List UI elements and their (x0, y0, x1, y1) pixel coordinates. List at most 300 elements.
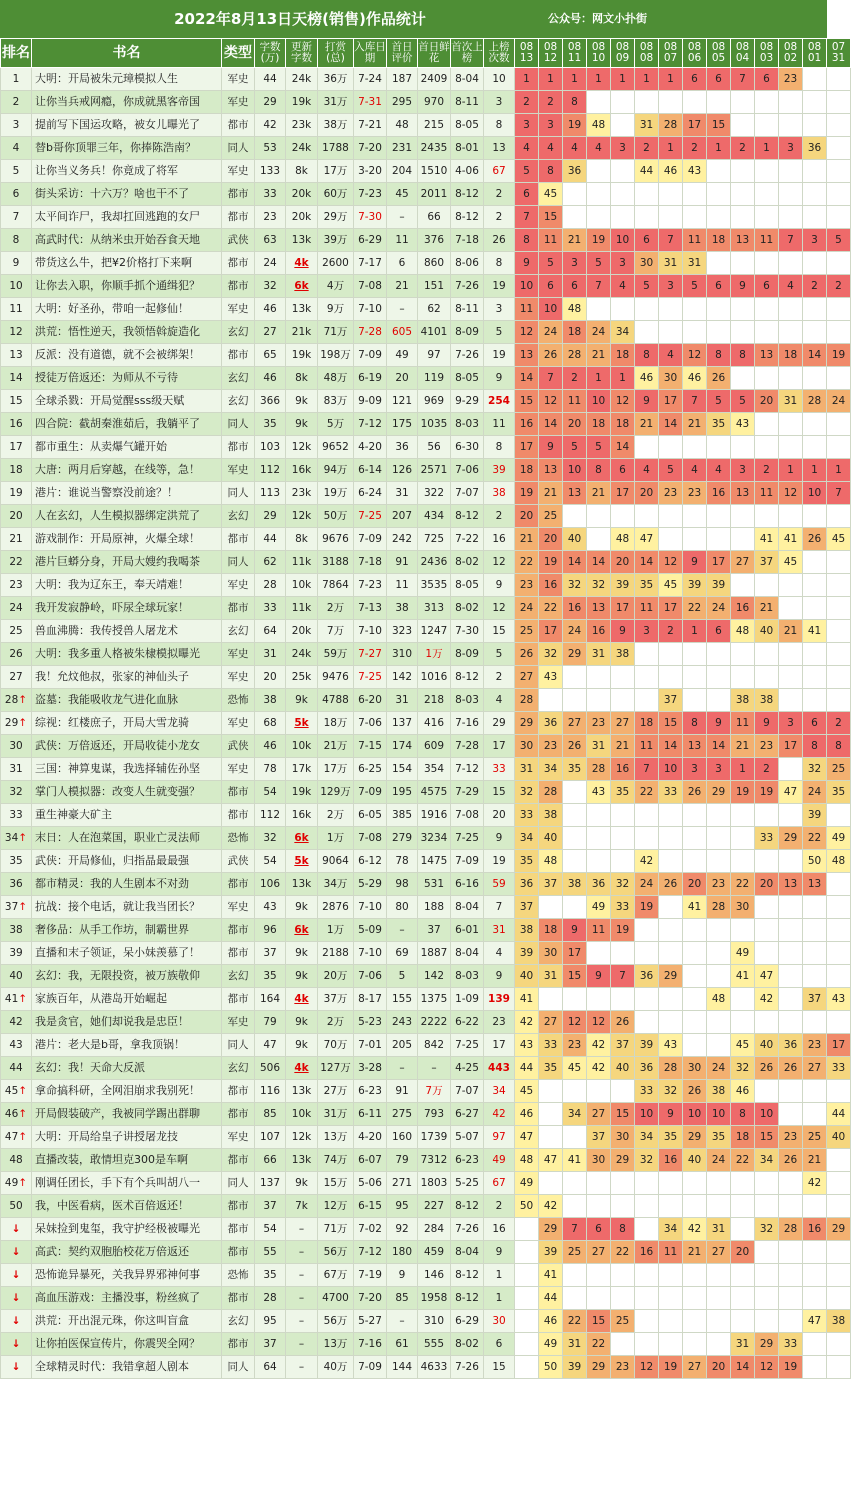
entry-date-cell: 7-10 (354, 896, 387, 919)
daily-rank-cell: 31 (635, 114, 659, 137)
rank-cell: 12 (1, 321, 32, 344)
date-column-header[interactable]: 08 07 (659, 39, 683, 68)
table-row[interactable] (1, 1126, 851, 1149)
rank-cell: 42 (1, 1011, 32, 1034)
daily-rank-cell: 28 (587, 758, 611, 781)
daily-rank-cell (731, 1310, 755, 1333)
table-row[interactable] (1, 689, 851, 712)
column-header[interactable]: 字数(万) (255, 39, 286, 68)
first-day-eval-cell: 49 (387, 344, 418, 367)
daily-rank-cell: 42 (587, 1034, 611, 1057)
table-row[interactable] (1, 137, 851, 160)
daily-rank-cell (635, 827, 659, 850)
table-row[interactable] (1, 1241, 851, 1264)
update-words-cell: 21k (286, 321, 318, 344)
daily-rank-cell (683, 643, 707, 666)
book-title-cell: 直播和末子领证，呆小妹羡慕了！ (32, 942, 222, 965)
daily-rank-cell: 15 (611, 1103, 635, 1126)
first-listed-cell: 8-09 (451, 321, 484, 344)
daily-rank-cell (755, 1172, 779, 1195)
tip-total-cell: 198万 (318, 344, 354, 367)
entry-date-cell: 7-17 (354, 252, 387, 275)
word-count-cell: 24 (255, 252, 286, 275)
tip-total-cell: 48万 (318, 367, 354, 390)
daily-rank-cell (611, 91, 635, 114)
rank-cell: 27 (1, 666, 32, 689)
listed-times-cell: 6 (484, 1333, 515, 1356)
daily-rank-cell (755, 505, 779, 528)
daily-rank-cell (803, 1195, 827, 1218)
table-row[interactable] (1, 942, 851, 965)
table-row[interactable] (1, 574, 851, 597)
table-row[interactable] (1, 1356, 851, 1379)
entry-date-cell: 6-19 (354, 367, 387, 390)
rank-cell: 11 (1, 298, 32, 321)
date-column-header[interactable]: 08 06 (683, 39, 707, 68)
daily-rank-cell (587, 528, 611, 551)
table-row[interactable] (1, 206, 851, 229)
genre-cell: 都市 (222, 1218, 255, 1241)
low-update-value: 6k (294, 832, 309, 844)
table-row[interactable] (1, 1333, 851, 1356)
daily-rank-cell: 7 (659, 229, 683, 252)
date-column-header[interactable]: 08 12 (539, 39, 563, 68)
table-row[interactable] (1, 1149, 851, 1172)
first-day-flower-cell: 1510 (418, 160, 451, 183)
daily-rank-cell: 46 (635, 367, 659, 390)
daily-rank-cell (635, 942, 659, 965)
table-row[interactable] (1, 1287, 851, 1310)
daily-rank-cell (755, 666, 779, 689)
first-day-eval-cell: 180 (387, 1241, 418, 1264)
daily-rank-cell (587, 1080, 611, 1103)
date-column-header[interactable]: 08 01 (803, 39, 827, 68)
table-row[interactable] (1, 390, 851, 413)
first-listed-cell: 5-25 (451, 1172, 484, 1195)
listed-times-cell: 9 (484, 827, 515, 850)
update-words-cell: 16k (286, 459, 318, 482)
daily-rank-cell (659, 321, 683, 344)
daily-rank-cell (563, 505, 587, 528)
column-header[interactable]: 首日鲜花 (418, 39, 451, 68)
table-row[interactable] (1, 1172, 851, 1195)
daily-rank-cell (731, 160, 755, 183)
daily-rank-cell (779, 666, 803, 689)
table-row[interactable] (1, 275, 851, 298)
daily-rank-cell: 32 (755, 1218, 779, 1241)
book-title-cell: 街头采访：十六万？啥也干不了 (32, 183, 222, 206)
update-words-cell: 10k (286, 1103, 318, 1126)
entry-date-cell: 6-25 (354, 758, 387, 781)
date-column-header[interactable]: 08 03 (755, 39, 779, 68)
daily-rank-cell (611, 666, 635, 689)
rank-number: 45 (4, 1085, 19, 1097)
table-row[interactable] (1, 413, 851, 436)
update-words-cell: 12k (286, 1126, 318, 1149)
table-row[interactable] (1, 1264, 851, 1287)
daily-rank-cell: 3 (515, 114, 539, 137)
daily-rank-cell (779, 505, 803, 528)
table-row[interactable] (1, 229, 851, 252)
date-column-header[interactable]: 08 13 (515, 39, 539, 68)
column-header[interactable]: 类型 (222, 39, 255, 68)
daily-rank-cell (827, 1333, 851, 1356)
daily-rank-cell (659, 850, 683, 873)
daily-rank-cell: 23 (803, 1034, 827, 1057)
word-count-cell: 65 (255, 344, 286, 367)
low-update-value: 5k (294, 717, 309, 729)
rank-cell: 3 (1, 114, 32, 137)
date-column-header[interactable]: 08 09 (611, 39, 635, 68)
first-day-flower-cell: 1887 (418, 942, 451, 965)
table-row[interactable] (1, 896, 851, 919)
date-column-header[interactable]: 08 05 (707, 39, 731, 68)
daily-rank-cell: 22 (563, 1310, 587, 1333)
date-column-header[interactable]: 08 11 (563, 39, 587, 68)
book-title-cell: 玄幻：我，无限投资，被万族敬仰 (32, 965, 222, 988)
table-row[interactable] (1, 643, 851, 666)
rank-cell: 1 (1, 68, 32, 91)
table-row[interactable] (1, 712, 851, 735)
column-header[interactable]: 排名 (1, 39, 32, 68)
daily-rank-cell: 9 (755, 712, 779, 735)
daily-rank-cell (683, 183, 707, 206)
table-row[interactable] (1, 781, 851, 804)
genre-cell: 玄幻 (222, 390, 255, 413)
table-row[interactable] (1, 597, 851, 620)
daily-rank-cell: 11 (515, 298, 539, 321)
daily-rank-cell: 39 (563, 1356, 587, 1379)
entry-date-cell: 7-09 (354, 344, 387, 367)
genre-cell: 军史 (222, 160, 255, 183)
table-row[interactable] (1, 91, 851, 114)
first-day-flower-cell: 146 (418, 1264, 451, 1287)
daily-rank-cell (731, 988, 755, 1011)
daily-rank-cell (779, 367, 803, 390)
table-row[interactable] (1, 620, 851, 643)
table-row[interactable] (1, 367, 851, 390)
daily-rank-cell: 25 (611, 1310, 635, 1333)
rank-up-icon: ↑ (18, 832, 28, 844)
rank-cell: 36 (1, 873, 32, 896)
rank-cell: 32 (1, 781, 32, 804)
table-row[interactable] (1, 804, 851, 827)
daily-rank-cell: 20 (611, 551, 635, 574)
listed-times-cell: 139 (484, 988, 515, 1011)
daily-rank-cell: 26 (683, 781, 707, 804)
table-row[interactable] (1, 114, 851, 137)
daily-rank-cell (563, 781, 587, 804)
daily-rank-cell (827, 1287, 851, 1310)
book-title-cell: 反派：没有道德，就不会被绑架！ (32, 344, 222, 367)
first-listed-cell: 7-26 (451, 275, 484, 298)
daily-rank-cell: 23 (659, 482, 683, 505)
entry-date-cell: 7-28 (354, 321, 387, 344)
daily-rank-cell: 19 (731, 781, 755, 804)
daily-rank-cell: 11 (659, 1241, 683, 1264)
table-row[interactable] (1, 1080, 851, 1103)
first-day-eval-cell: – (387, 1057, 418, 1080)
first-day-eval-cell: – (387, 298, 418, 321)
book-title-cell: 让你当义务兵！你竟成了将军 (32, 160, 222, 183)
table-row[interactable] (1, 919, 851, 942)
word-count-cell: 103 (255, 436, 286, 459)
table-row[interactable] (1, 252, 851, 275)
rank-cell: 9 (1, 252, 32, 275)
daily-rank-cell (731, 367, 755, 390)
first-listed-cell: 7-07 (451, 1080, 484, 1103)
rank-cell: 43 (1, 1034, 32, 1057)
daily-rank-cell: 28 (803, 390, 827, 413)
daily-rank-cell (779, 1011, 803, 1034)
daily-rank-cell (827, 574, 851, 597)
daily-rank-cell (707, 1333, 731, 1356)
daily-rank-cell (803, 896, 827, 919)
low-update-value: 4k (294, 1062, 309, 1074)
daily-rank-cell: 16 (587, 620, 611, 643)
date-column-header[interactable]: 08 04 (731, 39, 755, 68)
genre-cell: 武侠 (222, 850, 255, 873)
first-day-flower-cell: 969 (418, 390, 451, 413)
entry-date-cell: 7-13 (354, 597, 387, 620)
account-label: 公众号：网文小扑街 (548, 12, 647, 25)
table-row[interactable] (1, 758, 851, 781)
table-row[interactable] (1, 1195, 851, 1218)
daily-rank-cell: 25 (563, 1241, 587, 1264)
table-row[interactable] (1, 1310, 851, 1333)
table-row[interactable] (1, 666, 851, 689)
daily-rank-cell (683, 1310, 707, 1333)
daily-rank-cell (611, 850, 635, 873)
listed-times-cell: 2 (484, 666, 515, 689)
rank-cell (1, 896, 32, 919)
first-day-eval-cell: 9 (387, 1264, 418, 1287)
daily-rank-cell: 33 (659, 781, 683, 804)
daily-rank-cell (659, 298, 683, 321)
daily-rank-cell: 5 (587, 436, 611, 459)
rank-cell: 30 (1, 735, 32, 758)
daily-rank-cell: 40 (515, 965, 539, 988)
table-row[interactable] (1, 505, 851, 528)
table-row[interactable] (1, 1218, 851, 1241)
tip-total-cell: 9万 (318, 298, 354, 321)
daily-rank-cell (803, 551, 827, 574)
daily-rank-cell: 31 (587, 735, 611, 758)
daily-rank-cell: 12 (755, 1356, 779, 1379)
word-count-cell: 164 (255, 988, 286, 1011)
table-row[interactable] (1, 344, 851, 367)
daily-rank-cell: 27 (515, 666, 539, 689)
listed-times-cell: 19 (484, 344, 515, 367)
daily-rank-cell (755, 183, 779, 206)
daily-rank-cell: 9 (539, 436, 563, 459)
daily-rank-cell: 40 (755, 1034, 779, 1057)
daily-rank-cell (803, 689, 827, 712)
update-words-cell: 16k (286, 804, 318, 827)
daily-rank-cell (779, 942, 803, 965)
daily-rank-cell (731, 505, 755, 528)
table-row[interactable] (1, 160, 851, 183)
table-row[interactable] (1, 1103, 851, 1126)
daily-rank-cell (635, 804, 659, 827)
daily-rank-cell (827, 1195, 851, 1218)
daily-rank-cell: 36 (539, 712, 563, 735)
daily-rank-cell: 21 (755, 597, 779, 620)
table-row[interactable] (1, 850, 851, 873)
table-row[interactable] (1, 459, 851, 482)
word-count-cell: 42 (255, 114, 286, 137)
rank-cell: 44 (1, 1057, 32, 1080)
book-title-cell: 高武：契约双胞胎校花万倍返还 (32, 1241, 222, 1264)
daily-rank-cell (611, 1080, 635, 1103)
rank-cell: 50 (1, 1195, 32, 1218)
daily-rank-cell: 37 (659, 689, 683, 712)
daily-rank-cell: 14 (563, 551, 587, 574)
daily-rank-cell: 9 (635, 390, 659, 413)
daily-rank-cell: 2 (563, 367, 587, 390)
daily-rank-cell (779, 804, 803, 827)
table-row[interactable] (1, 528, 851, 551)
date-column-header[interactable]: 08 10 (587, 39, 611, 68)
daily-rank-cell: 16 (731, 597, 755, 620)
daily-rank-cell (611, 206, 635, 229)
daily-rank-cell (779, 206, 803, 229)
daily-rank-cell: 49 (539, 1333, 563, 1356)
daily-rank-cell (779, 160, 803, 183)
entry-date-cell: 5-29 (354, 873, 387, 896)
daily-rank-cell: 48 (563, 298, 587, 321)
daily-rank-cell (659, 1195, 683, 1218)
daily-rank-cell (803, 1011, 827, 1034)
daily-rank-cell (587, 298, 611, 321)
daily-rank-cell: 14 (611, 436, 635, 459)
daily-rank-cell: 31 (779, 390, 803, 413)
first-day-flower-cell: 434 (418, 505, 451, 528)
genre-cell: 都市 (222, 1195, 255, 1218)
date-column-header[interactable]: 07 31 (827, 39, 851, 68)
daily-rank-cell (803, 1264, 827, 1287)
column-header[interactable]: 首日评价 (387, 39, 418, 68)
table-row[interactable] (1, 482, 851, 505)
rank-cell (1, 1080, 32, 1103)
daily-rank-cell: 42 (803, 1172, 827, 1195)
daily-rank-cell: 20 (563, 413, 587, 436)
table-row[interactable] (1, 965, 851, 988)
daily-rank-cell (683, 850, 707, 873)
rank-number: 34 (4, 832, 19, 844)
rank-cell: 15 (1, 390, 32, 413)
listed-times-cell: 67 (484, 1172, 515, 1195)
table-row[interactable] (1, 735, 851, 758)
date-column-header[interactable]: 08 02 (779, 39, 803, 68)
daily-rank-cell: 4 (539, 137, 563, 160)
column-header[interactable]: 首次上榜 (451, 39, 484, 68)
daily-rank-cell: 37 (755, 551, 779, 574)
table-row[interactable] (1, 1057, 851, 1080)
daily-rank-cell (587, 160, 611, 183)
daily-rank-cell (635, 919, 659, 942)
listed-times-cell: 31 (484, 919, 515, 942)
column-header[interactable]: 书名 (32, 39, 222, 68)
date-column-header[interactable]: 08 08 (635, 39, 659, 68)
daily-rank-cell (683, 988, 707, 1011)
tip-total-cell: 7864 (318, 574, 354, 597)
tip-total-cell: 129万 (318, 781, 354, 804)
table-row[interactable] (1, 68, 851, 91)
daily-rank-cell (515, 1264, 539, 1287)
daily-rank-cell: 45 (779, 551, 803, 574)
first-day-flower-cell: 1475 (418, 850, 451, 873)
table-row[interactable] (1, 298, 851, 321)
daily-rank-cell: 2 (755, 459, 779, 482)
daily-rank-cell: 33 (755, 827, 779, 850)
daily-rank-cell (659, 643, 683, 666)
table-row[interactable] (1, 183, 851, 206)
table-row[interactable] (1, 988, 851, 1011)
daily-rank-cell (635, 1310, 659, 1333)
daily-rank-cell: 6 (707, 620, 731, 643)
daily-rank-cell: 15 (755, 1126, 779, 1149)
daily-rank-cell (707, 321, 731, 344)
daily-rank-cell (659, 505, 683, 528)
daily-rank-cell (827, 206, 851, 229)
daily-rank-cell (587, 1264, 611, 1287)
word-count-cell: 29 (255, 505, 286, 528)
first-day-flower-cell: 860 (418, 252, 451, 275)
daily-rank-cell: 12 (635, 1356, 659, 1379)
column-header[interactable]: 更新字数 (286, 39, 318, 68)
daily-rank-cell: 16 (611, 758, 635, 781)
entry-date-cell: 5-23 (354, 1011, 387, 1034)
update-words-cell: 13k (286, 298, 318, 321)
table-row[interactable] (1, 873, 851, 896)
daily-rank-cell: 22 (635, 781, 659, 804)
daily-rank-cell: 34 (515, 827, 539, 850)
listed-times-cell: 26 (484, 229, 515, 252)
word-count-cell: 43 (255, 896, 286, 919)
daily-rank-cell: 45 (731, 1034, 755, 1057)
daily-rank-cell (827, 643, 851, 666)
column-header[interactable]: 打赏(总) (318, 39, 354, 68)
table-row[interactable] (1, 436, 851, 459)
column-header[interactable]: 上榜次数 (484, 39, 515, 68)
first-day-eval-cell: 144 (387, 1356, 418, 1379)
daily-rank-cell: 23 (779, 68, 803, 91)
daily-rank-cell: 25 (827, 758, 851, 781)
update-words-cell: 8k (286, 528, 318, 551)
table-row[interactable] (1, 827, 851, 850)
word-count-cell: 23 (255, 206, 286, 229)
daily-rank-cell (683, 919, 707, 942)
table-row[interactable] (1, 1034, 851, 1057)
daily-rank-cell (635, 1172, 659, 1195)
daily-rank-cell: 46 (515, 1103, 539, 1126)
update-words-cell: 24k (286, 68, 318, 91)
first-listed-cell: 7-25 (451, 827, 484, 850)
genre-cell: 都市 (222, 1333, 255, 1356)
update-words-cell: 13k (286, 873, 318, 896)
daily-rank-cell (707, 689, 731, 712)
daily-rank-cell (755, 436, 779, 459)
daily-rank-cell (803, 1287, 827, 1310)
genre-cell: 都市 (222, 781, 255, 804)
column-header[interactable]: 入库日期 (354, 39, 387, 68)
table-row[interactable] (1, 321, 851, 344)
daily-rank-cell (803, 1333, 827, 1356)
table-row[interactable] (1, 1011, 851, 1034)
table-row[interactable] (1, 551, 851, 574)
entry-date-cell: 7-06 (354, 965, 387, 988)
